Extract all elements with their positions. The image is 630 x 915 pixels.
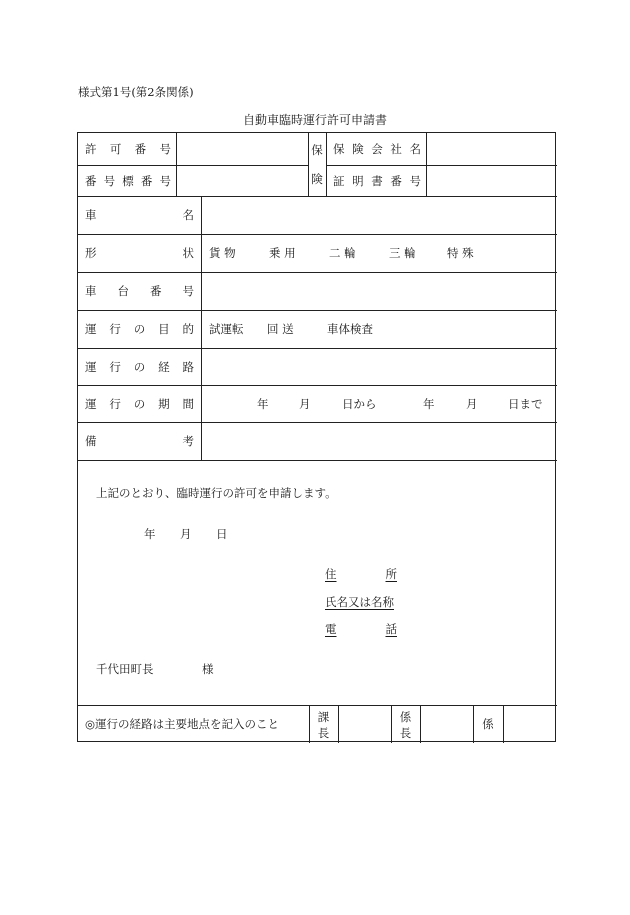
period-from-day: 日から [342,396,377,411]
permit-number-label: 許 可 番 号 [85,142,171,156]
shape-option-special[interactable]: 特 殊 [447,246,474,260]
purpose-label: 運 行 の 目 的 [85,322,194,336]
permit-number-field[interactable] [177,133,308,165]
application-date-month: 月 [180,527,192,541]
period-field[interactable] [202,385,557,422]
period-from-year: 年 [257,396,269,411]
applicant-name-label: 氏名又は名称 [325,595,394,609]
period-to-month: 月 [466,396,478,411]
declaration-statement: 上記のとおり、臨時運行の許可を申請します。 [96,486,337,500]
shape-label: 形 状 [85,246,194,260]
application-date-day: 日 [216,527,228,541]
section-chief-stamp[interactable] [339,705,391,743]
remarks-label: 備 考 [85,434,194,448]
purpose-options [209,310,549,348]
chassis-number-field[interactable] [202,272,557,310]
period-label: 運 行 の 期 間 [85,396,194,411]
plate-number-label: 番 号 標 番 号 [85,173,171,188]
vehicle-name-label: 車 名 [85,208,194,222]
insurance-company-label: 保 険 会 社 名 [333,142,421,156]
staff-label: 係 [482,717,494,731]
shape-option-passenger[interactable]: 乗 用 [269,246,296,260]
route-note: ◎運行の経路は主要地点を記入のこと [85,717,280,731]
chassis-number-label: 車 台 番 号 [85,284,194,298]
period-from-month: 月 [299,396,311,411]
section-chief-label: 課 長 [317,710,330,740]
form-number: 様式第1号(第2条関係) [78,85,194,99]
period-to-day: 日まで [508,396,543,411]
route-field[interactable] [202,348,557,385]
shape-option-three-wheel[interactable]: 三 輪 [389,246,416,260]
form-title: 自動車臨時運行許可申請書 [242,113,387,127]
insurance-label: 保 険 [311,142,323,187]
purpose-option-transport[interactable]: 回 送 [267,322,294,336]
staff-stamp[interactable] [504,705,557,743]
addressee: 千代田町長 [96,662,154,676]
subsection-chief-stamp[interactable] [421,705,473,743]
insurance-company-field[interactable] [427,133,557,165]
route-label: 運 行 の 経 路 [85,359,194,374]
application-date-year: 年 [144,527,156,541]
vehicle-name-field[interactable] [202,196,557,234]
remarks-field[interactable] [202,422,557,460]
shape-options [209,234,549,272]
shape-option-two-wheel[interactable]: 二 輪 [329,246,356,260]
applicant-phone-label: 電 話 [325,622,397,636]
application-form [77,132,556,742]
plate-number-field[interactable] [177,165,308,196]
certificate-number-field[interactable] [427,165,557,196]
period-to-year: 年 [423,396,435,411]
addressee-honorific: 様 [202,662,214,676]
purpose-option-test-run[interactable]: 試運転 [209,322,244,336]
certificate-number-label: 証 明 書 番 号 [333,173,421,188]
purpose-option-inspection[interactable]: 車体検査 [327,322,373,336]
subsection-chief-label: 係 長 [399,710,412,740]
applicant-address-label: 住 所 [325,567,397,581]
shape-option-cargo[interactable]: 貨 物 [209,246,236,260]
